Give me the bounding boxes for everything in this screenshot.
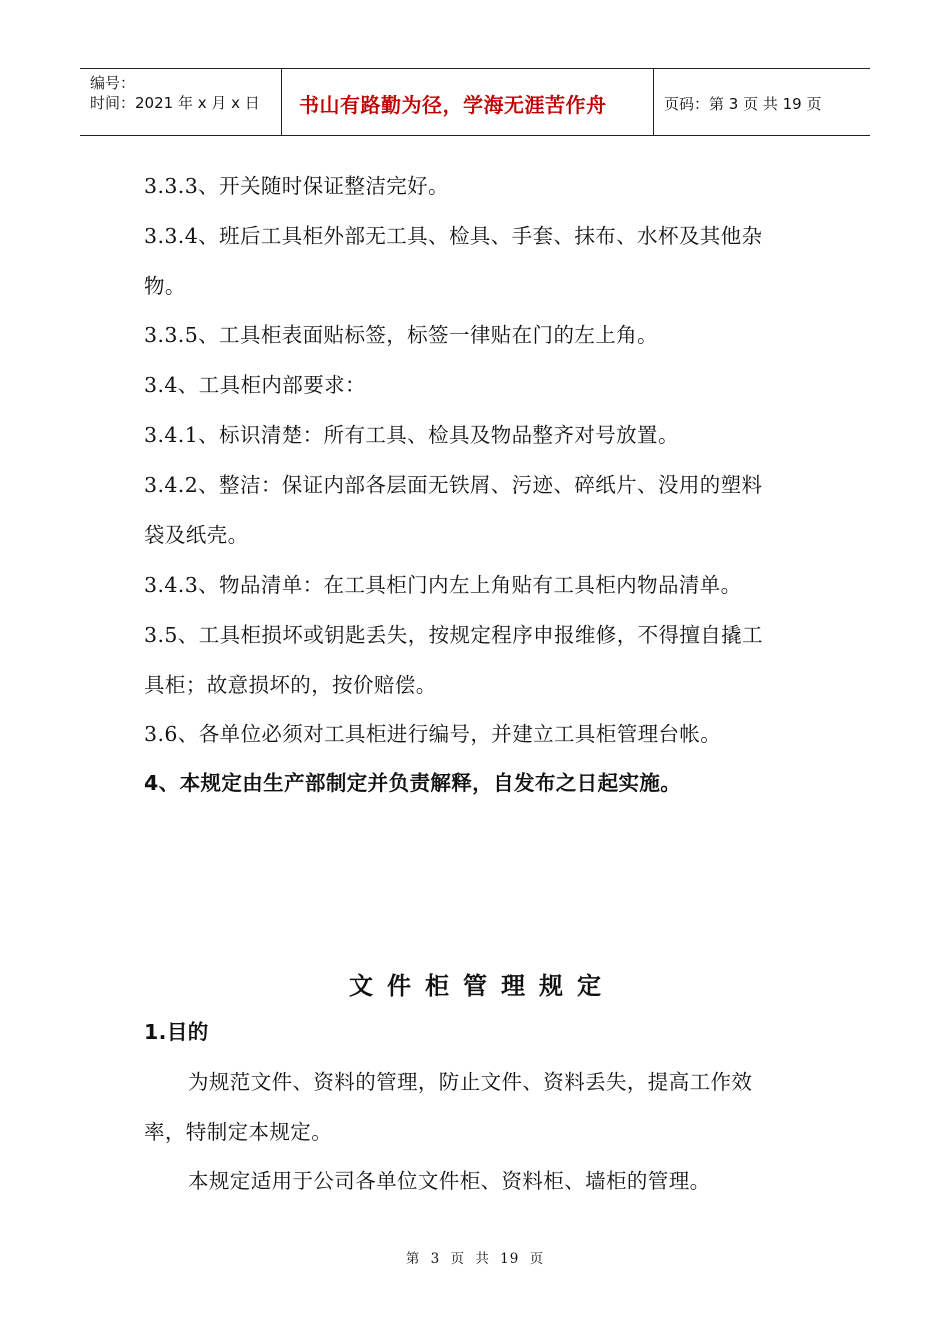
body-line: 袋及纸壳。 xyxy=(144,523,249,547)
document-number-label: 编号： xyxy=(90,74,136,92)
section-heading: 1.目的 xyxy=(144,1020,209,1044)
body-line: 3.4.3、物品清单：在工具柜门内左上角贴有工具柜内物品清单。 xyxy=(144,573,742,597)
header-motto xyxy=(281,69,654,135)
document-date-label: 时间：2021 年 x 月 x 日 xyxy=(90,94,260,112)
body-line: 3.4.2、整洁：保证内部各层面无铁屑、污迹、碎纸片、没用的塑料 xyxy=(144,473,763,497)
paragraph-line: 为规范文件、资料的管理，防止文件、资料丢失，提高工作效 xyxy=(188,1070,753,1094)
body-line: 3.4、工具柜内部要求： xyxy=(144,373,366,397)
body-line: 3.5、工具柜损坏或钥匙丢失，按规定程序申报维修，不得擅自撬工 xyxy=(144,623,763,647)
closing-clause: 4、本规定由生产部制定并负责解释，自发布之日起实施。 xyxy=(144,771,682,795)
body-line: 3.6、各单位必须对工具柜进行编号，并建立工具柜管理台帐。 xyxy=(144,722,722,746)
body-line: 3.3.3、开关随时保证整洁完好。 xyxy=(144,174,449,198)
header-meta xyxy=(80,69,281,135)
page-footer: 第 3 页 共 19 页 xyxy=(405,1251,545,1267)
motto-text: 书山有路勤为径，学海无涯苦作舟 xyxy=(299,93,607,117)
body-line: 3.4.1、标识清楚：所有工具、检具及物品整齐对号放置。 xyxy=(144,423,679,447)
document-header xyxy=(80,68,870,136)
body-line: 3.3.4、班后工具柜外部无工具、检具、手套、抹布、水杯及其他杂 xyxy=(144,224,763,248)
paragraph-line: 率，特制定本规定。 xyxy=(144,1120,333,1144)
header-page-info xyxy=(654,69,870,135)
page-info-text: 页码：第 3 页 共 19 页 xyxy=(664,94,822,113)
body-line: 物。 xyxy=(144,274,186,298)
section-title: 文件柜管理规定 xyxy=(349,972,615,1000)
paragraph-line: 本规定适用于公司各单位文件柜、资料柜、墙柜的管理。 xyxy=(188,1169,711,1193)
body-line: 3.3.5、工具柜表面贴标签，标签一律贴在门的左上角。 xyxy=(144,323,658,347)
body-line: 具柜；故意损坏的，按价赔偿。 xyxy=(144,673,437,697)
